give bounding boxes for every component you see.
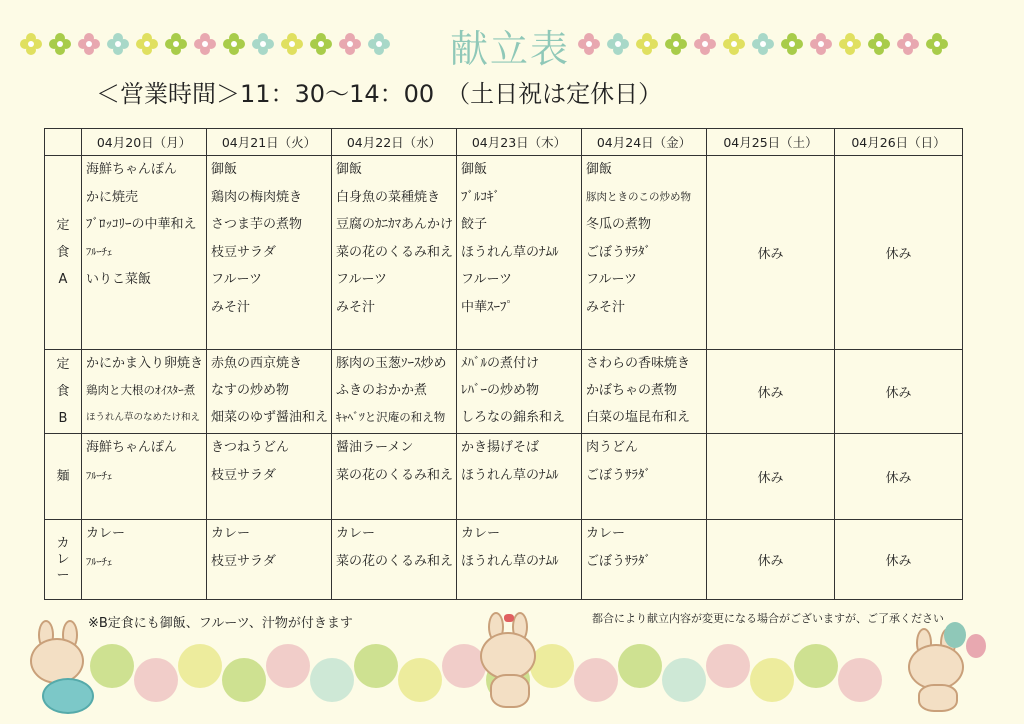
day-header: 04月22日（水） (332, 129, 457, 156)
menu-item: 枝豆サラダ (211, 244, 276, 260)
menu-item: かき揚げそば (461, 440, 540, 455)
menu-item: 御飯 (461, 162, 488, 177)
set-b-day-3 (332, 350, 457, 434)
menu-table (44, 128, 963, 600)
flower-icon (897, 33, 919, 55)
polka-dot-icon (310, 658, 354, 702)
noodle-day-1 (82, 434, 207, 520)
flower-icon (636, 33, 658, 55)
polka-dot-icon (354, 644, 398, 688)
menu-item: ごぼうｻﾗﾀﾞ (586, 244, 652, 260)
flower-icon (810, 33, 832, 55)
menu-item: フルーツ (336, 272, 387, 287)
menu-item: 菜の花のくるみ和え (336, 554, 454, 569)
curry-day-4 (457, 520, 582, 600)
curry-label: カ レ ー (45, 520, 82, 600)
closed-cell: 休み (835, 350, 963, 434)
set-b-day-1 (82, 350, 207, 434)
menu-item: 菜の花のくるみ和え (336, 244, 454, 260)
menu-item: 海鮮ちゃんぽん (86, 440, 178, 455)
menu-item: 畑菜のゆず醤油和え (211, 410, 329, 425)
page-title: 献立表 (450, 27, 571, 71)
curry-day-5 (582, 520, 707, 600)
curry-day-2 (207, 520, 332, 600)
menu-item: カレー (211, 526, 251, 541)
noodle-day-2 (207, 434, 332, 520)
menu-item: ごぼうｻﾗﾀﾞ (586, 468, 652, 483)
polka-dot-icon (222, 658, 266, 702)
polka-dot-icon (266, 644, 310, 688)
set-b-label: 定 食 B (45, 350, 82, 434)
menu-item: 海鮮ちゃんぽん (86, 162, 178, 177)
closed-cell: 休み (707, 434, 835, 520)
flower-icon (223, 33, 245, 55)
flower-icon (49, 33, 71, 55)
menu-item: 枝豆サラダ (211, 554, 276, 569)
polka-dot-icon (574, 658, 618, 702)
menu-item: ﾌﾞﾙｺｷﾞ (461, 189, 500, 205)
menu-item: ﾌﾙｰﾁｪ (86, 245, 113, 258)
menu-item: かにかま入り卵焼き (86, 356, 204, 371)
menu-item: 豆腐のｶﾆｶﾏあんかけ (336, 217, 454, 232)
menu-item: 赤魚の西京焼き (211, 356, 303, 371)
balloon-icon (944, 622, 966, 648)
polka-dot-icon (794, 644, 838, 688)
flower-icon (78, 33, 100, 55)
menu-item: しろなの錦糸和え (461, 410, 566, 425)
menu-item: ほうれん草のﾅﾑﾙ (461, 554, 559, 569)
menu-item: かに焼売 (86, 189, 139, 205)
menu-item: フルーツ (461, 272, 512, 287)
flower-icon (578, 33, 600, 55)
menu-item: 御飯 (336, 162, 363, 177)
set-b-day-5 (582, 350, 707, 434)
menu-item: 菜の花のくるみ和え (336, 468, 454, 483)
menu-item: カレー (461, 526, 501, 541)
menu-item: みそ汁 (586, 299, 626, 315)
flower-icon (107, 33, 129, 55)
flower-icon (839, 33, 861, 55)
noodle-row (45, 434, 963, 520)
day-header: 04月26日（日） (835, 129, 963, 156)
day-header: 04月25日（土） (707, 129, 835, 156)
flower-icon (694, 33, 716, 55)
flower-icon (368, 33, 390, 55)
set-b-row (45, 350, 963, 434)
set-a-label: 定 食 A (45, 156, 82, 350)
header-row (45, 129, 963, 156)
decorative-dots (90, 640, 1024, 710)
balloon-icon (966, 634, 986, 658)
closed-cell: 休み (835, 156, 963, 350)
menu-item: ごぼうｻﾗﾀﾞ (586, 554, 652, 569)
menu-item: フルーツ (211, 272, 262, 287)
menu-item: さつま芋の煮物 (211, 217, 303, 232)
closed-cell: 休み (835, 520, 963, 600)
flower-icon (339, 33, 361, 55)
menu-item: いりこ菜飯 (86, 272, 152, 287)
flower-icon (926, 33, 948, 55)
set-a-day-5 (582, 156, 707, 350)
flower-icon (20, 33, 42, 55)
menu-item: 冬瓜の煮物 (586, 217, 652, 232)
polka-dot-icon (398, 658, 442, 702)
menu-item: ふきのおかか煮 (336, 383, 428, 398)
menu-item: 鶏肉と大根のｵｲｽﾀｰ煮 (86, 383, 196, 397)
flower-icon (281, 33, 303, 55)
set-a-row (45, 156, 963, 350)
flower-icon (252, 33, 274, 55)
flower-icon (194, 33, 216, 55)
day-header: 04月23日（木） (457, 129, 582, 156)
menu-item: さわらの香味焼き (586, 356, 691, 371)
flower-row-right (578, 30, 948, 58)
flower-icon (165, 33, 187, 55)
footnote-left: ※B定食にも御飯、フルーツ、汁物が付きます (88, 616, 353, 631)
closed-cell: 休み (707, 156, 835, 350)
closed-cell: 休み (835, 434, 963, 520)
menu-item: 御飯 (586, 162, 613, 177)
noodle-label: 麺 (45, 434, 82, 520)
set-b-day-4 (457, 350, 582, 434)
menu-item: 御飯 (211, 162, 238, 177)
flower-icon (310, 33, 332, 55)
day-header: 04月21日（火） (207, 129, 332, 156)
curry-row (45, 520, 963, 600)
menu-item: ﾚﾊﾞｰの炒め物 (461, 383, 540, 398)
footnote-right: 都合により献立内容が変更になる場合がございますが、ご了承ください (592, 612, 944, 625)
bunny-center-icon (474, 612, 544, 708)
flower-icon (136, 33, 158, 55)
business-hours: ＜営業時間＞11：30～14：00 （土日祝は定休日） (96, 80, 663, 108)
polka-dot-icon (134, 658, 178, 702)
flower-row-left (20, 30, 390, 58)
menu-item: 豚肉の玉葱ｿｰｽ炒め (336, 356, 447, 371)
menu-item: なすの炒め物 (211, 383, 290, 398)
day-header: 04月24日（金） (582, 129, 707, 156)
day-header: 04月20日（月） (82, 129, 207, 156)
flower-icon (752, 33, 774, 55)
flower-icon (665, 33, 687, 55)
closed-cell: 休み (707, 350, 835, 434)
polka-dot-icon (178, 644, 222, 688)
menu-item: 醤油ラーメン (336, 440, 414, 455)
corner-cell (45, 129, 82, 156)
menu-item: 白菜の塩昆布和え (586, 410, 691, 425)
closed-cell: 休み (707, 520, 835, 600)
bunny-left-icon (24, 620, 94, 710)
polka-dot-icon (90, 644, 134, 688)
menu-item: ｷｬﾍﾞﾂと沢庵の和え物 (336, 410, 446, 424)
flower-icon (723, 33, 745, 55)
menu-item: カレー (336, 526, 376, 541)
menu-item: 餃子 (461, 217, 488, 232)
menu-item: 白身魚の菜種焼き (336, 189, 441, 205)
flower-icon (868, 33, 890, 55)
menu-item: ほうれん草のﾅﾑﾙ (461, 468, 559, 483)
polka-dot-icon (618, 644, 662, 688)
noodle-day-4 (457, 434, 582, 520)
noodle-day-5 (582, 434, 707, 520)
menu-item: 鶏肉の梅肉焼き (211, 189, 303, 205)
menu-item: ﾌﾙｰﾁｪ (86, 556, 113, 568)
menu-item: 豚肉ときのこの炒め物 (586, 190, 691, 203)
polka-dot-icon (838, 658, 882, 702)
menu-item: ﾒﾊﾞﾙの煮付け (461, 356, 540, 371)
menu-item: ほうれん草のﾅﾑﾙ (461, 244, 559, 260)
menu-item: カレー (86, 526, 126, 541)
menu-item: みそ汁 (336, 299, 376, 315)
polka-dot-icon (750, 658, 794, 702)
menu-item: 枝豆サラダ (211, 468, 276, 483)
set-a-day-3 (332, 156, 457, 350)
menu-item: 肉うどん (586, 440, 639, 455)
menu-item: フルーツ (586, 272, 637, 287)
menu-item: かぼちゃの煮物 (586, 383, 678, 398)
menu-item: 中華ｽｰﾌﾟ (461, 299, 514, 315)
flower-icon (781, 33, 803, 55)
menu-item: ﾌﾙｰﾁｪ (86, 470, 113, 482)
polka-dot-icon (662, 658, 706, 702)
curry-day-3 (332, 520, 457, 600)
menu-item: きつねうどん (211, 440, 290, 455)
set-b-day-2 (207, 350, 332, 434)
set-a-day-2 (207, 156, 332, 350)
curry-day-1 (82, 520, 207, 600)
set-a-day-4 (457, 156, 582, 350)
menu-item: みそ汁 (211, 299, 251, 315)
menu-item: ﾌﾞﾛｯｺﾘｰの中華和え (86, 217, 197, 232)
menu-item: カレー (586, 526, 626, 541)
polka-dot-icon (706, 644, 750, 688)
set-a-day-1 (82, 156, 207, 350)
noodle-day-3 (332, 434, 457, 520)
flower-icon (607, 33, 629, 55)
menu-item: ほうれん草のなめたけ和え (86, 412, 201, 423)
